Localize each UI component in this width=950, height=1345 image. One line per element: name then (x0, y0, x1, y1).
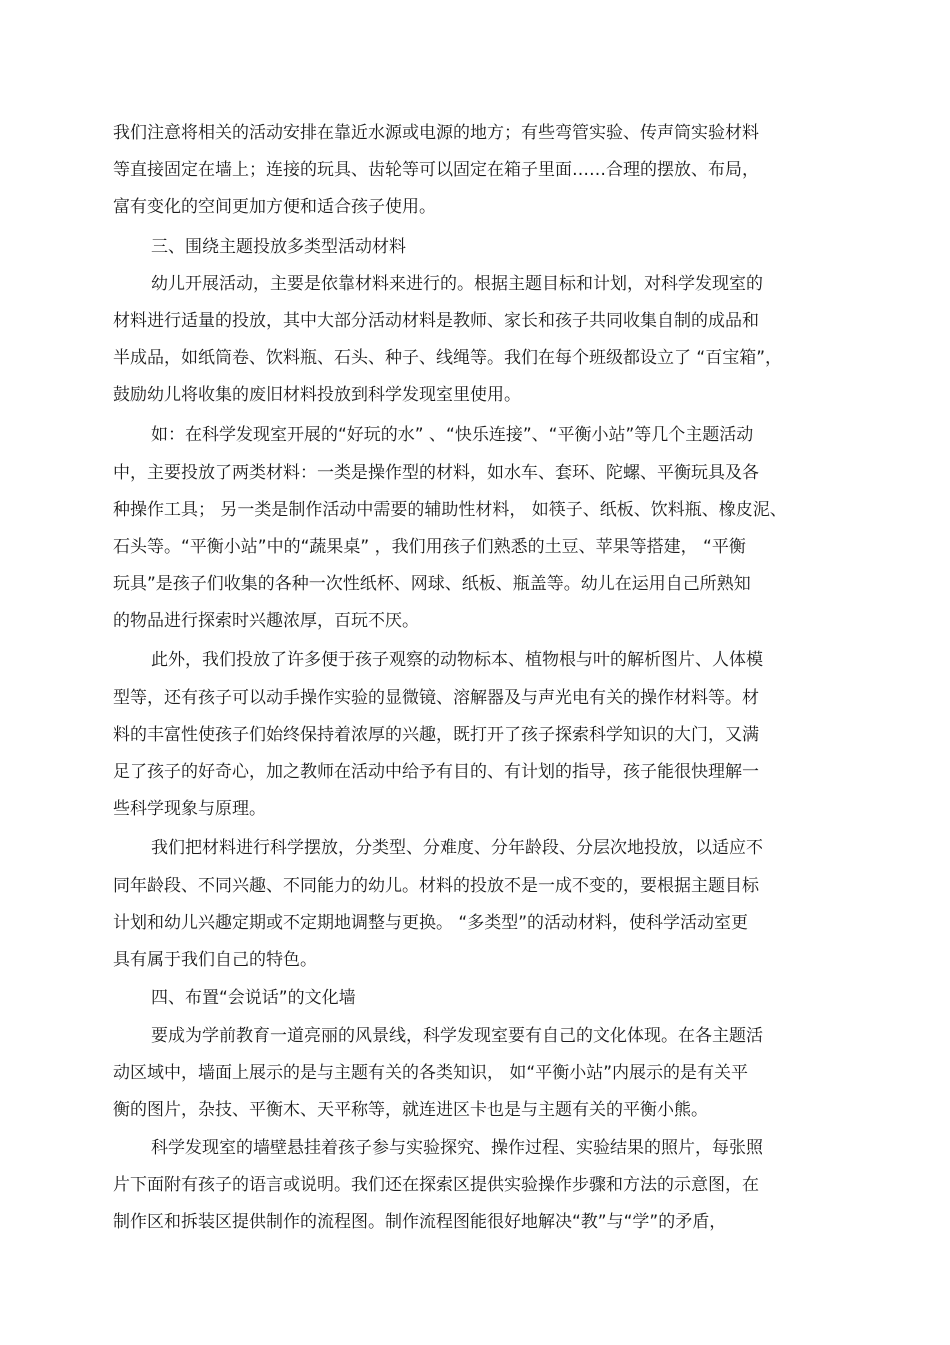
text-line: 衡的图片，杂技、平衡木、天平称等，就连进区卡也是与主题有关的平衡小熊。 (113, 1100, 708, 1120)
text-line: 些科学现象与原理。 (113, 799, 266, 819)
text-line: 等直接固定在墙上；连接的玩具、齿轮等可以固定在箱子里面……合理的摆放、布局， (113, 160, 759, 180)
text-line: 材料进行适量的投放，其中大部分活动材料是教师、家长和孩子共同收集自制的成品和 (113, 311, 759, 331)
text-line: 计划和幼儿兴趣定期或不定期地调整与更换。 “多类型”的活动材料，使科学活动室更 (113, 913, 749, 933)
text-line: 足了孩子的好奇心，加之教师在活动中给予有目的、有计划的指导，孩子能很快理解一 (113, 762, 759, 782)
text-line: 如：在科学发现室开展的“好玩的水” 、“快乐连接”、“平衡小站”等几个主题活动 (151, 425, 754, 445)
text-line: 制作区和拆装区提供制作的流程图。制作流程图能很好地解决“教”与“学”的矛盾， (113, 1212, 727, 1232)
text-line: 具有属于我们自己的特色。 (113, 950, 317, 970)
text-line: 型等，还有孩子可以动手操作实验的显微镜、溶解器及与声光电有关的操作材料等。材 (113, 688, 759, 708)
text-line: 科学发现室的墙壁悬挂着孩子参与实验探究、操作过程、实验结果的照片，每张照 (151, 1138, 763, 1158)
text-line: 同年龄段、不同兴趣、不同能力的幼儿。材料的投放不是一成不变的，要根据主题目标 (113, 876, 759, 896)
text-line: 玩具”是孩子们收集的各种一次性纸杯、网球、纸板、瓶盖等。幼儿在运用自己所熟知 (113, 574, 751, 594)
text-line: 中，主要投放了两类材料：一类是操作型的材料，如水车、套环、陀螺、平衡玩具及各 (113, 463, 759, 483)
text-line: 要成为学前教育一道亮丽的风景线，科学发现室要有自己的文化体现。在各主题活 (151, 1026, 763, 1046)
text-line: 幼儿开展活动，主要是依靠材料来进行的。根据主题目标和计划，对科学发现室的 (151, 274, 763, 294)
text-line: 石头等。“平衡小站”中的“蔬果桌” ，我们用孩子们熟悉的土豆、苹果等搭建， “平衡 (113, 537, 746, 557)
text-line: 我们注意将相关的活动安排在靠近水源或电源的地方；有些弯管实验、传声筒实验材料 (113, 123, 759, 143)
section-heading: 三、围绕主题投放多类型活动材料 (151, 237, 406, 257)
text-line: 此外，我们投放了许多便于孩子观察的动物标本、植物根与叶的解析图片、人体模 (151, 650, 763, 670)
text-line: 料的丰富性使孩子们始终保持着浓厚的兴趣，既打开了孩子探索科学知识的大门，又满 (113, 725, 759, 745)
text-line: 片下面附有孩子的语言或说明。我们还在探索区提供实验操作步骤和方法的示意图，在 (113, 1175, 759, 1195)
text-line: 动区域中，墙面上展示的是与主题有关的各类知识， 如“平衡小站”内展示的是有关平 (113, 1063, 749, 1083)
text-line: 种操作工具； 另一类是制作活动中需要的辅助性材料， 如筷子、纸板、饮料瓶、橡皮泥、 (113, 500, 787, 520)
text-line: 我们把材料进行科学摆放，分类型、分难度、分年龄段、分层次地投放，以适应不 (151, 838, 763, 858)
section-heading: 四、布置“会说话”的文化墙 (151, 988, 356, 1008)
text-line: 富有变化的空间更加方便和适合孩子使用。 (113, 197, 436, 217)
text-line: 鼓励幼儿将收集的废旧材料投放到科学发现室里使用。 (113, 385, 521, 405)
text-line: 的物品进行探索时兴趣浓厚，百玩不厌。 (113, 611, 419, 631)
text-line: 半成品，如纸筒卷、饮料瓶、石头、种子、线绳等。我们在每个班级都设立了 “百宝箱”， (113, 348, 783, 368)
